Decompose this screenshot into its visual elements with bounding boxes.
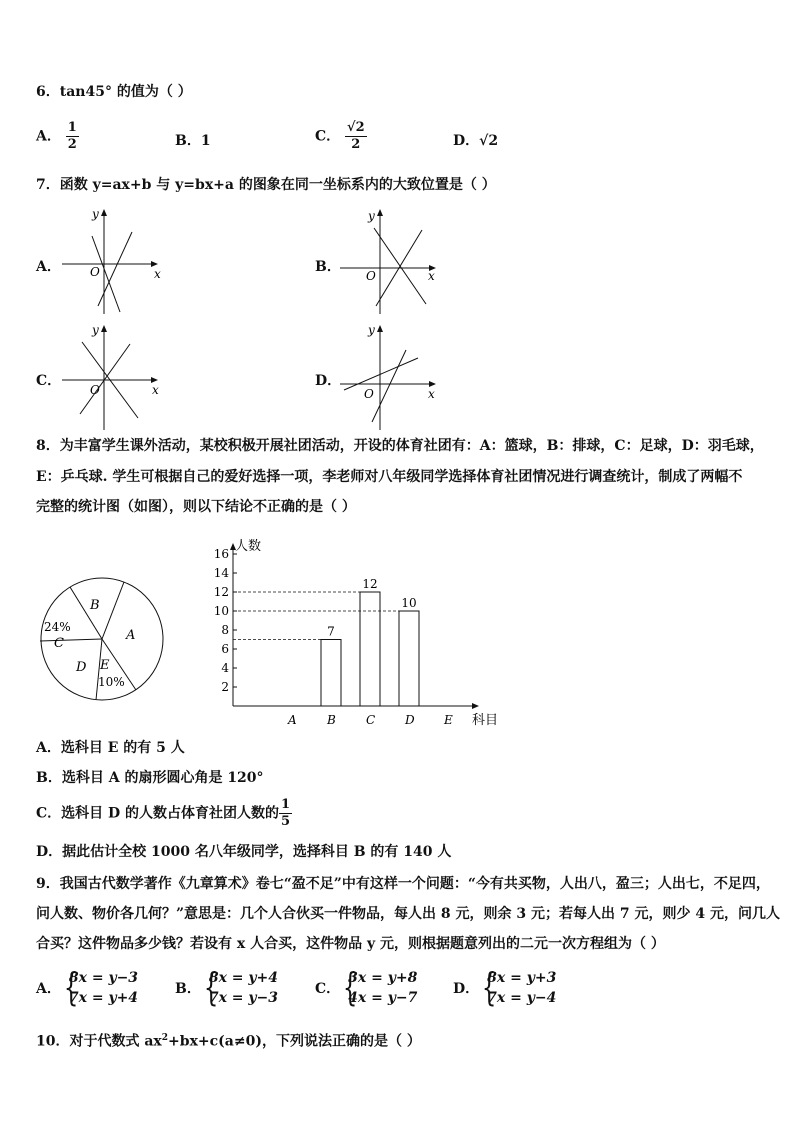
bar-chart (195, 528, 499, 728)
option-label: D． (453, 981, 480, 997)
x-axis-label: x (428, 387, 435, 401)
option-text: C．选科目 D 的人数占体育社团人数的 (36, 805, 280, 822)
q9-option-a[interactable] (36, 968, 138, 1008)
question-10-stem: 10．对于代数式 $ax^2+bx+c(a\ne 0)$，下列说法正确的是（ ） (36, 1033, 421, 1050)
pie-divider (70, 587, 102, 639)
pie-chart (38, 575, 168, 705)
y-tick-label: 2 (221, 680, 229, 694)
question-8-line-1: 8．为丰富学生课外活动，某校积极开展社团活动，开设的体育社团有：A：篮球，B：排球，C：足球，D：羽毛球， (36, 438, 764, 454)
question-7-stem: 7．函数 y=ax+b 与 y=bx+a 的图象在同一坐标系内的大致位置是（ ） (36, 177, 496, 193)
option-label: C． (315, 128, 341, 145)
bar-label-B: 7 (327, 624, 335, 639)
equation-system: { 3x = y+8 4x = y−7 (340, 968, 417, 1008)
option-label: A． (36, 128, 61, 145)
fraction: $\frac{1}{2}$ (67, 120, 77, 152)
option-label: A． (36, 981, 61, 997)
question-9-line-1: 9．我国古代数学著作《九章算术》卷七“盈不足”中有这样一个问题：“今有共买物，人出八，盈三；人出七，不足四， (36, 876, 770, 892)
q6-option-b[interactable] (175, 130, 211, 150)
option-label: B． (175, 133, 201, 149)
x-tick-label: D (405, 713, 415, 727)
pie-label-e: E (100, 658, 110, 673)
question-9-line-2: 问人数、物价各几何？”意思是：几个人合伙买一件物品，每人出 8 元，则余 3 元；若每人出 7 元，则少 4 元，问几人 (36, 906, 781, 922)
q8-option-c[interactable] (36, 797, 292, 830)
question-6-stem: 6．tan45° 的值为（ ） (36, 84, 192, 100)
x-axis-arrow (472, 703, 479, 709)
option-label: D． (453, 133, 480, 149)
question-8-line-2: E：乒乓球. 学生可根据自己的爱好选择一项，李老师对八年级同学选择体育社团情况进行调查统计，制成了两幅不 (36, 469, 743, 485)
x-axis-label: x (428, 269, 435, 283)
q9-option-c[interactable] (315, 968, 417, 1008)
origin-label: O (90, 383, 100, 397)
pie-pct-e: 10% (98, 675, 125, 689)
origin-label: O (366, 269, 376, 283)
y-axis-label: y (92, 207, 99, 221)
y-axis-label: y (368, 323, 375, 337)
pie-label-a: A (126, 628, 136, 643)
bar-label-C: 12 (362, 577, 378, 591)
bar-B (321, 640, 341, 707)
pie-label-b: B (90, 598, 100, 613)
bar-label-D: 10 (401, 596, 417, 610)
y-tick-label: 12 (213, 585, 229, 599)
question-9-line-3: 合买？这件物品多少钱？若设有 x 人合买，这件物品 y 元，则根据题意列出的二元一次方程组为（ ） (36, 936, 665, 952)
q7-option-c[interactable]: C． (36, 373, 62, 389)
y-tick-label: 16 (213, 547, 229, 561)
origin-label: O (90, 265, 100, 279)
y-tick-label: 14 (213, 566, 229, 580)
bar-D (399, 611, 419, 706)
q6-option-a[interactable] (36, 120, 79, 153)
q7-graph-c (62, 322, 166, 430)
q9-option-d[interactable] (453, 968, 556, 1008)
pie-pct-c: 24% (44, 620, 71, 634)
q9-option-b[interactable] (175, 968, 278, 1008)
x-tick-label: C (366, 713, 376, 727)
fraction: $\frac{√2}{2}$ (347, 120, 365, 152)
q7-graph-d (340, 322, 444, 430)
q7-graph-a (62, 206, 166, 314)
y-tick-label: 10 (213, 604, 229, 618)
q7-option-a[interactable]: A． (36, 259, 61, 275)
q6-option-c[interactable] (315, 120, 367, 153)
x-axis-label: x (152, 383, 159, 397)
x-axis-title: 科目 (472, 713, 499, 728)
fraction: $\frac{1}{5}$ (281, 797, 291, 829)
question-8-line-3: 完整的统计图（如图），则以下结论不正确的是（ ） (36, 499, 356, 515)
option-value: √2 (479, 133, 499, 149)
y-axis-label: y (368, 209, 375, 223)
y-axis-title: 人数 (235, 539, 262, 554)
pie-label-d: D (76, 660, 87, 675)
y-tick-label: 4 (221, 661, 229, 675)
equation-system: { 8x = y+4 7x = y−3 (201, 968, 278, 1008)
q7-option-d[interactable]: D． (315, 373, 342, 389)
q7-option-b[interactable]: B． (315, 259, 341, 275)
option-label: C． (315, 981, 341, 997)
equation-system: { 8x = y−3 7x = y+4 (61, 968, 138, 1008)
x-axis-label: x (154, 267, 161, 281)
x-tick-label: E (444, 713, 453, 727)
option-label: B． (175, 981, 201, 997)
q8-option-a[interactable]: A．选科目 E 的有 5 人 (36, 740, 185, 756)
y-tick-label: 8 (221, 623, 229, 637)
equation-system: { 8x = y+3 7x = y−4 (479, 968, 556, 1008)
x-tick-label: B (327, 713, 336, 727)
q6-option-d[interactable] (453, 130, 498, 150)
y-tick-label: 6 (221, 642, 229, 656)
q8-option-d[interactable]: D．据此估计全校 1000 名八年级同学，选择科目 B 的有 140 人 (36, 844, 452, 860)
x-tick-label: A (288, 713, 297, 727)
q8-option-b[interactable]: B．选科目 A 的扇形圆心角是 120° (36, 770, 264, 786)
y-axis-label: y (92, 323, 99, 337)
pie-divider (102, 582, 124, 639)
bar-C (360, 592, 380, 706)
option-value: 1 (200, 133, 211, 149)
q7-graph-b (340, 206, 444, 314)
origin-label: O (364, 387, 374, 401)
pie-label-c: C (54, 636, 64, 651)
pie-divider (40, 639, 102, 641)
